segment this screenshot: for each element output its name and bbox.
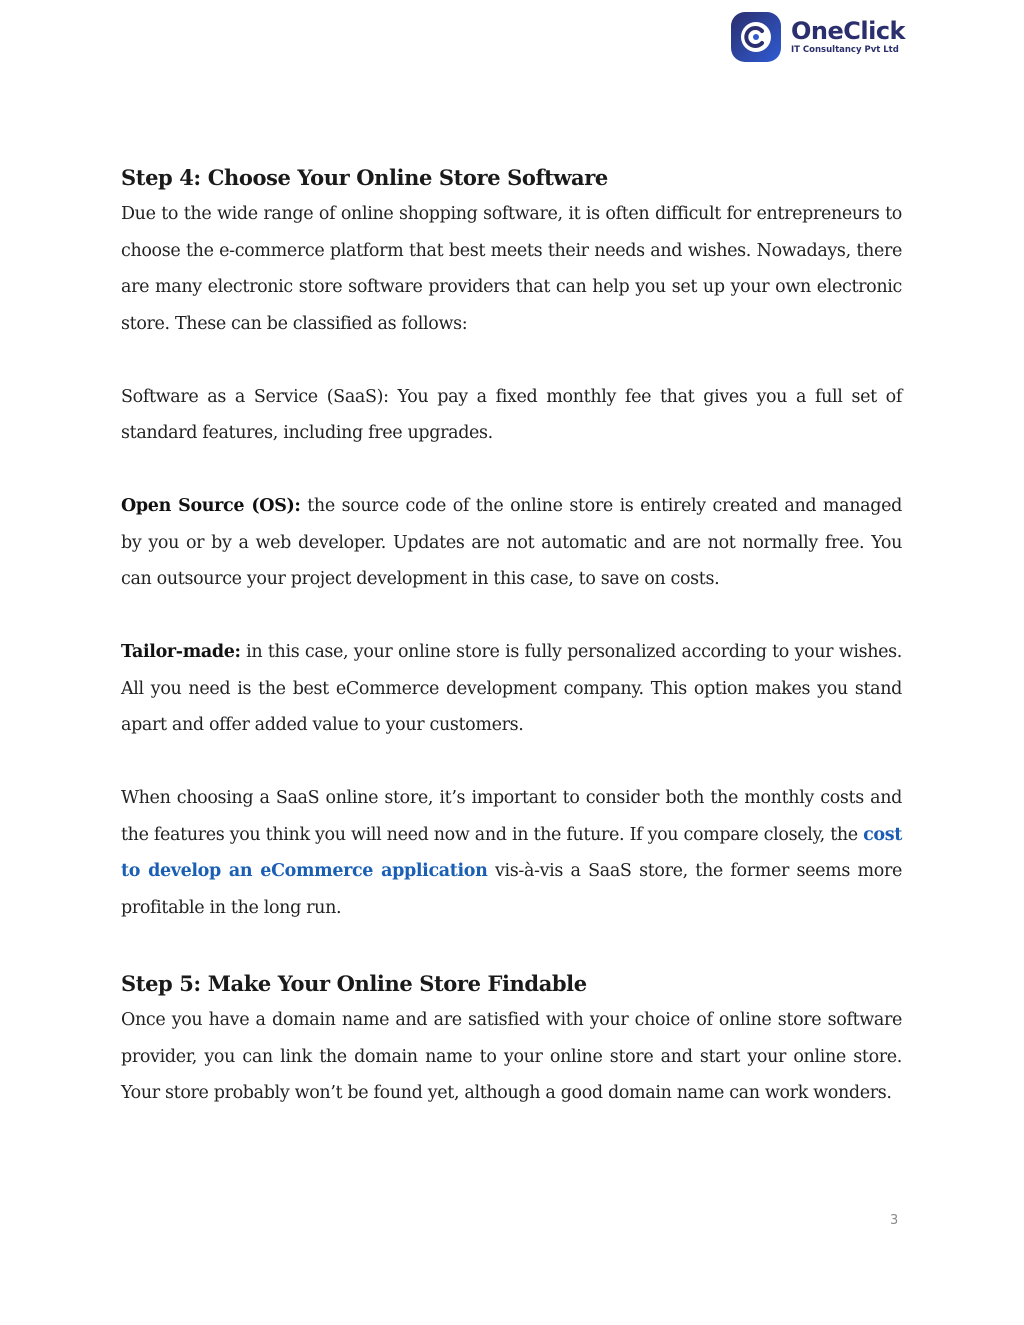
step5-paragraph: Once you have a domain name and are satisfied with your choice of online store software provider, you can link the domain name to your online store and start your online store. Your store probably won’t be found yet, although a good domain name can work wonders. bbox=[121, 1010, 902, 1103]
choosing-text-after: vis-à-vis a SaaS store, the former seems more profitable in the long run. bbox=[121, 861, 902, 918]
choosing-saas-paragraph bbox=[121, 780, 902, 926]
ecommerce-cost-link[interactable]: cost to develop an eCommerce application bbox=[121, 824, 902, 881]
tailor-made-text: in this case, your online store is fully personalized according to your wishes. All you need is the best eCommerce development company. This option makes you stand apart and offer added value to your customers. bbox=[121, 642, 902, 735]
document-body bbox=[121, 160, 902, 1112]
choosing-text-before: When choosing a SaaS online store, it’s important to consider both the monthly costs and the features you think you will need now and in the future. If you compare closely, the bbox=[121, 788, 902, 845]
step4-intro: Due to the wide range of online shopping software, it is often difficult for entrepreneurs to choose the e-commerce platform that best meets their needs and wishes. Nowadays, there are many electronic store software providers that can help you set up your own electronic store. These can be classified as follows: bbox=[121, 204, 902, 334]
logo-name: OneClick bbox=[791, 17, 906, 46]
tailor-made-paragraph bbox=[121, 634, 902, 744]
open-source-label: Open Source (OS): bbox=[121, 496, 301, 516]
open-source-text: the source code of the online store is entirely created and managed by you or by a web developer. Updates are not automatic and are not normally free. You can outsource your project development in this case, to save on costs. bbox=[121, 496, 902, 589]
page-number: 3 bbox=[890, 1213, 899, 1228]
oneclick-logo-icon bbox=[731, 12, 781, 62]
saas-paragraph: Software as a Service (SaaS): You pay a fixed monthly fee that gives you a full set of standard features, including free upgrades. bbox=[121, 386, 902, 443]
logo-subtitle: IT Consultancy Pvt Ltd bbox=[791, 45, 899, 56]
company-logo bbox=[731, 11, 905, 63]
step5-heading: Step 5: Make Your Online Store Findable bbox=[121, 971, 587, 996]
step4-heading: Step 4: Choose Your Online Store Software bbox=[121, 165, 608, 190]
open-source-paragraph bbox=[121, 488, 902, 598]
tailor-made-label: Tailor-made: bbox=[121, 642, 241, 662]
